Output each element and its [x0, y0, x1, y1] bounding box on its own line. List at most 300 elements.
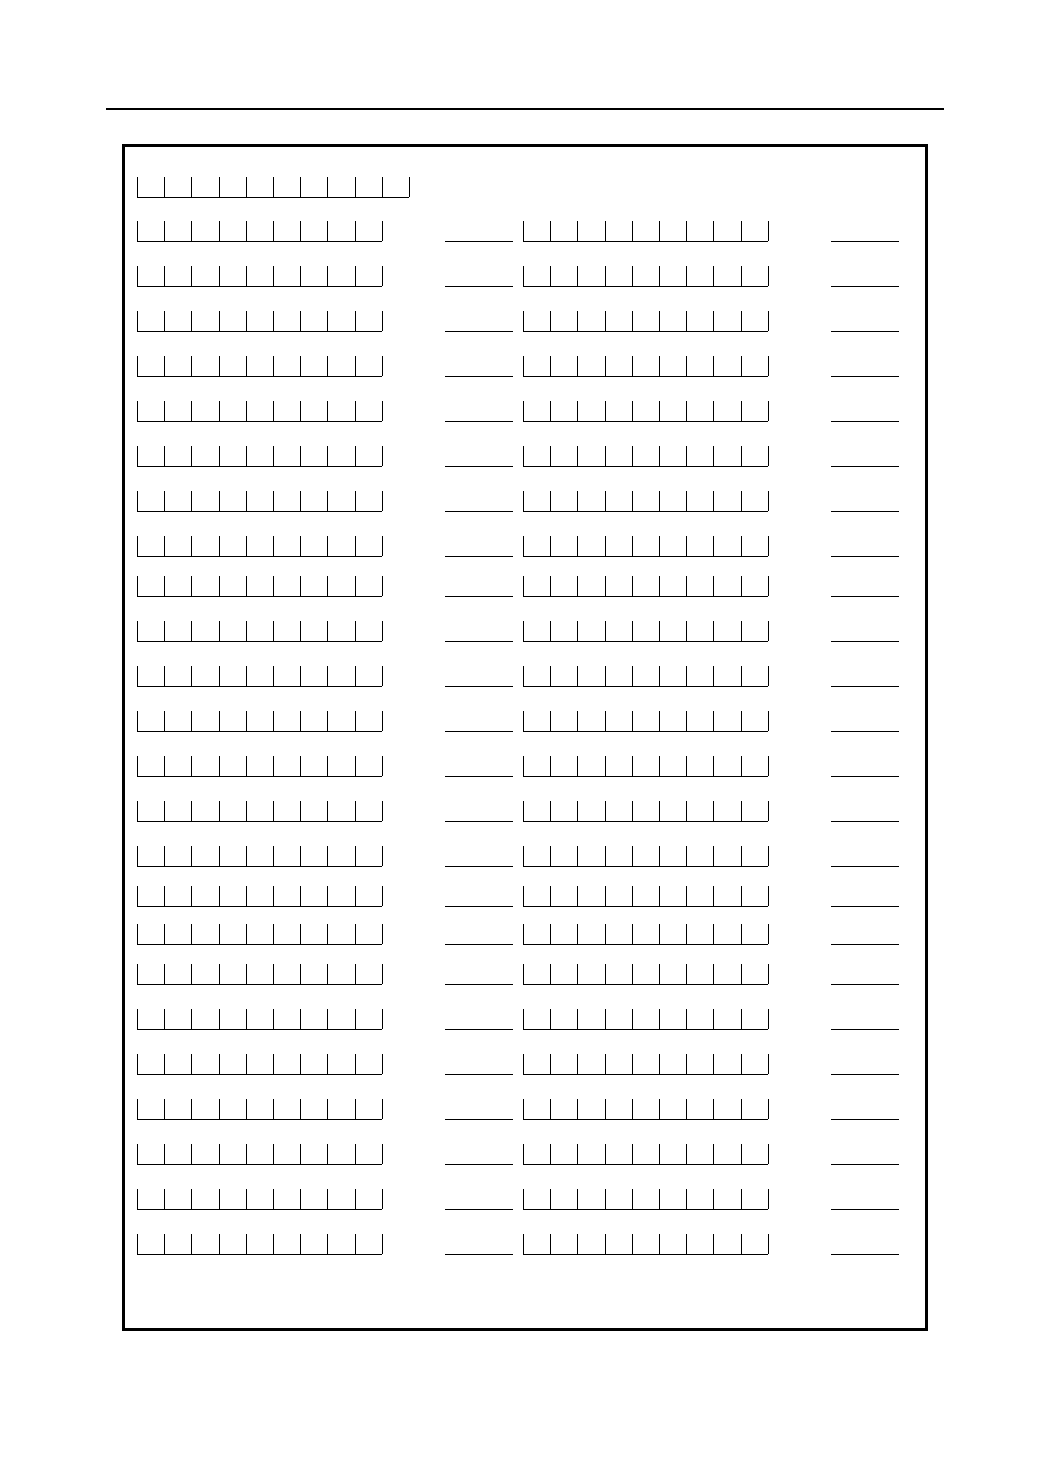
- entry-comb-field[interactable]: [137, 712, 382, 732]
- entry-comb-field[interactable]: [137, 887, 382, 907]
- comb-tick: [327, 711, 328, 731]
- comb-tick: [550, 964, 551, 984]
- comb-tick: [686, 1099, 687, 1119]
- entry-blank-line[interactable]: [445, 944, 513, 945]
- comb-tick: [327, 1009, 328, 1029]
- comb-tick: [713, 666, 714, 686]
- comb-tick: [219, 266, 220, 286]
- comb-tick: [137, 924, 138, 944]
- comb-tick: [605, 886, 606, 906]
- comb-tick: [246, 446, 247, 466]
- comb-tick: [191, 266, 192, 286]
- comb-tick: [523, 1009, 524, 1029]
- entry-blank-line[interactable]: [445, 376, 513, 377]
- entry-comb-field[interactable]: [137, 802, 382, 822]
- entry-blank-line[interactable]: [831, 511, 899, 512]
- entry-comb-field[interactable]: [137, 1010, 382, 1030]
- comb-tick: [219, 1234, 220, 1254]
- entry-blank-line[interactable]: [445, 1029, 513, 1030]
- entry-blank-line[interactable]: [831, 1254, 899, 1255]
- entry-blank-line[interactable]: [831, 1164, 899, 1165]
- entry-comb-field[interactable]: [523, 1010, 768, 1030]
- entry-blank-line[interactable]: [831, 944, 899, 945]
- comb-tick: [768, 621, 769, 641]
- comb-tick: [246, 576, 247, 596]
- comb-tick: [246, 886, 247, 906]
- entry-comb-field[interactable]: [523, 577, 768, 597]
- comb-tick: [382, 1054, 383, 1074]
- comb-tick: [164, 846, 165, 866]
- entry-blank-line[interactable]: [445, 286, 513, 287]
- comb-tick: [327, 266, 328, 286]
- comb-tick: [768, 221, 769, 241]
- entry-blank-line[interactable]: [445, 1254, 513, 1255]
- comb-tick: [686, 1054, 687, 1074]
- comb-tick: [219, 886, 220, 906]
- comb-tick: [550, 711, 551, 731]
- comb-tick: [219, 177, 220, 197]
- comb-tick: [164, 924, 165, 944]
- comb-tick: [605, 924, 606, 944]
- entry-comb-field[interactable]: [523, 357, 768, 377]
- header-comb-field[interactable]: [137, 178, 409, 198]
- comb-tick: [686, 1009, 687, 1029]
- entry-comb-field[interactable]: [523, 1235, 768, 1255]
- entry-blank-line[interactable]: [831, 641, 899, 642]
- comb-tick: [219, 491, 220, 511]
- comb-tick: [246, 801, 247, 821]
- comb-tick: [632, 536, 633, 556]
- comb-tick: [605, 576, 606, 596]
- entry-blank-line[interactable]: [831, 1074, 899, 1075]
- comb-tick: [273, 886, 274, 906]
- entry-comb-field[interactable]: [137, 667, 382, 687]
- comb-tick: [741, 1009, 742, 1029]
- comb-tick: [219, 1099, 220, 1119]
- entry-comb-field[interactable]: [137, 357, 382, 377]
- comb-tick: [741, 576, 742, 596]
- comb-tick: [300, 491, 301, 511]
- comb-tick: [577, 446, 578, 466]
- entry-blank-line[interactable]: [445, 421, 513, 422]
- comb-tick: [191, 1009, 192, 1029]
- comb-tick: [768, 1189, 769, 1209]
- comb-tick: [577, 1099, 578, 1119]
- comb-tick: [605, 846, 606, 866]
- entry-comb-field[interactable]: [523, 887, 768, 907]
- comb-tick: [273, 536, 274, 556]
- entry-blank-line[interactable]: [831, 556, 899, 557]
- entry-blank-line[interactable]: [445, 511, 513, 512]
- comb-tick: [741, 801, 742, 821]
- entry-comb-field[interactable]: [523, 402, 768, 422]
- comb-tick: [355, 756, 356, 776]
- comb-tick: [300, 964, 301, 984]
- entry-blank-line[interactable]: [831, 241, 899, 242]
- comb-tick: [577, 576, 578, 596]
- comb-tick: [219, 401, 220, 421]
- comb-tick: [327, 621, 328, 641]
- comb-tick: [355, 711, 356, 731]
- comb-tick: [355, 266, 356, 286]
- comb-tick: [577, 801, 578, 821]
- comb-tick: [164, 1189, 165, 1209]
- comb-tick: [273, 266, 274, 286]
- comb-tick: [382, 886, 383, 906]
- entry-blank-line[interactable]: [831, 1209, 899, 1210]
- comb-tick: [219, 711, 220, 731]
- entry-blank-line[interactable]: [831, 1029, 899, 1030]
- comb-tick: [382, 621, 383, 641]
- comb-tick: [273, 576, 274, 596]
- comb-tick: [273, 356, 274, 376]
- entry-comb-field[interactable]: [523, 965, 768, 985]
- comb-tick: [741, 886, 742, 906]
- entry-blank-line[interactable]: [831, 731, 899, 732]
- entry-blank-line[interactable]: [445, 1209, 513, 1210]
- comb-tick: [191, 886, 192, 906]
- comb-tick: [382, 924, 383, 944]
- comb-tick: [327, 177, 328, 197]
- entry-blank-line[interactable]: [445, 596, 513, 597]
- entry-blank-line[interactable]: [831, 821, 899, 822]
- comb-tick: [191, 491, 192, 511]
- comb-tick: [686, 964, 687, 984]
- comb-tick: [523, 491, 524, 511]
- entry-blank-line[interactable]: [445, 241, 513, 242]
- comb-tick: [523, 886, 524, 906]
- entry-comb-field[interactable]: [137, 757, 382, 777]
- entry-comb-field[interactable]: [523, 222, 768, 242]
- comb-tick: [577, 621, 578, 641]
- entry-blank-line[interactable]: [831, 421, 899, 422]
- comb-tick: [191, 446, 192, 466]
- comb-tick: [382, 1009, 383, 1029]
- entry-comb-field[interactable]: [523, 802, 768, 822]
- entry-comb-field[interactable]: [523, 447, 768, 467]
- comb-tick: [523, 536, 524, 556]
- comb-tick: [713, 1009, 714, 1029]
- comb-tick: [382, 1099, 383, 1119]
- entry-comb-field[interactable]: [523, 925, 768, 945]
- comb-tick: [137, 401, 138, 421]
- comb-tick: [577, 401, 578, 421]
- comb-tick: [768, 1144, 769, 1164]
- entry-blank-line[interactable]: [445, 466, 513, 467]
- comb-tick: [741, 1189, 742, 1209]
- comb-tick: [632, 356, 633, 376]
- comb-tick: [686, 311, 687, 331]
- entry-comb-field[interactable]: [523, 492, 768, 512]
- comb-tick: [327, 756, 328, 776]
- comb-tick: [246, 356, 247, 376]
- entry-blank-line[interactable]: [831, 286, 899, 287]
- comb-tick: [523, 756, 524, 776]
- entry-comb-field[interactable]: [137, 312, 382, 332]
- entry-blank-line[interactable]: [445, 1119, 513, 1120]
- comb-tick: [605, 801, 606, 821]
- comb-tick: [164, 491, 165, 511]
- comb-tick: [605, 1144, 606, 1164]
- comb-tick: [191, 1099, 192, 1119]
- comb-tick: [659, 711, 660, 731]
- entry-comb-field[interactable]: [523, 847, 768, 867]
- comb-tick: [768, 1234, 769, 1254]
- comb-tick: [713, 356, 714, 376]
- comb-tick: [713, 1144, 714, 1164]
- comb-tick: [550, 1099, 551, 1119]
- comb-tick: [686, 401, 687, 421]
- comb-tick: [686, 536, 687, 556]
- comb-tick: [382, 491, 383, 511]
- comb-tick: [355, 964, 356, 984]
- comb-tick: [300, 311, 301, 331]
- comb-tick: [273, 1009, 274, 1029]
- comb-tick: [137, 756, 138, 776]
- comb-tick: [355, 801, 356, 821]
- comb-tick: [355, 1099, 356, 1119]
- comb-tick: [327, 666, 328, 686]
- comb-tick: [300, 177, 301, 197]
- comb-tick: [137, 1099, 138, 1119]
- comb-tick: [605, 446, 606, 466]
- entry-comb-field[interactable]: [523, 667, 768, 687]
- entry-blank-line[interactable]: [831, 984, 899, 985]
- entry-comb-field[interactable]: [137, 447, 382, 467]
- entry-blank-line[interactable]: [831, 466, 899, 467]
- entry-blank-line[interactable]: [831, 376, 899, 377]
- comb-tick: [137, 311, 138, 331]
- comb-tick: [605, 491, 606, 511]
- comb-tick: [191, 1144, 192, 1164]
- comb-tick: [741, 491, 742, 511]
- comb-tick: [137, 1009, 138, 1029]
- comb-tick: [577, 356, 578, 376]
- comb-tick: [741, 964, 742, 984]
- comb-tick: [768, 666, 769, 686]
- entry-comb-field[interactable]: [137, 402, 382, 422]
- comb-tick: [768, 924, 769, 944]
- comb-tick: [355, 356, 356, 376]
- comb-tick: [355, 666, 356, 686]
- entry-blank-line[interactable]: [445, 556, 513, 557]
- entry-comb-field[interactable]: [523, 1190, 768, 1210]
- comb-tick: [382, 1234, 383, 1254]
- entry-blank-line[interactable]: [445, 1074, 513, 1075]
- entry-blank-line[interactable]: [831, 866, 899, 867]
- comb-tick: [768, 266, 769, 286]
- comb-tick: [273, 924, 274, 944]
- comb-tick: [219, 536, 220, 556]
- entry-blank-line[interactable]: [445, 776, 513, 777]
- comb-tick: [355, 221, 356, 241]
- entry-blank-line[interactable]: [445, 984, 513, 985]
- entry-comb-field[interactable]: [137, 1055, 382, 1075]
- comb-tick: [327, 1144, 328, 1164]
- entry-comb-field[interactable]: [137, 492, 382, 512]
- comb-tick: [219, 576, 220, 596]
- entry-blank-line[interactable]: [445, 821, 513, 822]
- comb-tick: [246, 491, 247, 511]
- entry-comb-field[interactable]: [137, 1100, 382, 1120]
- comb-tick: [164, 356, 165, 376]
- comb-tick: [219, 801, 220, 821]
- comb-tick: [768, 446, 769, 466]
- comb-tick: [686, 446, 687, 466]
- entry-blank-line[interactable]: [445, 331, 513, 332]
- comb-tick: [382, 846, 383, 866]
- comb-tick: [164, 801, 165, 821]
- comb-tick: [137, 576, 138, 596]
- comb-tick: [327, 446, 328, 466]
- comb-tick: [550, 846, 551, 866]
- comb-tick: [191, 964, 192, 984]
- entry-comb-field[interactable]: [523, 537, 768, 557]
- entry-comb-field[interactable]: [523, 622, 768, 642]
- entry-comb-field[interactable]: [523, 757, 768, 777]
- comb-tick: [246, 711, 247, 731]
- comb-tick: [327, 576, 328, 596]
- entry-blank-line[interactable]: [445, 731, 513, 732]
- comb-tick: [137, 964, 138, 984]
- comb-tick: [550, 491, 551, 511]
- comb-tick: [219, 1189, 220, 1209]
- comb-tick: [327, 356, 328, 376]
- comb-tick: [632, 924, 633, 944]
- comb-tick: [273, 446, 274, 466]
- comb-tick: [355, 621, 356, 641]
- comb-tick: [137, 356, 138, 376]
- comb-tick: [605, 401, 606, 421]
- comb-tick: [246, 666, 247, 686]
- entry-comb-field[interactable]: [523, 1055, 768, 1075]
- entry-comb-field[interactable]: [523, 267, 768, 287]
- entry-comb-field[interactable]: [137, 1145, 382, 1165]
- entry-blank-line[interactable]: [831, 906, 899, 907]
- comb-tick: [605, 221, 606, 241]
- comb-tick: [273, 756, 274, 776]
- comb-tick: [577, 1189, 578, 1209]
- entry-comb-field[interactable]: [137, 622, 382, 642]
- comb-tick: [741, 1099, 742, 1119]
- entry-comb-field[interactable]: [137, 965, 382, 985]
- comb-tick: [382, 711, 383, 731]
- comb-tick: [659, 1009, 660, 1029]
- entry-blank-line[interactable]: [831, 776, 899, 777]
- comb-tick: [327, 886, 328, 906]
- comb-tick: [713, 1234, 714, 1254]
- comb-tick: [686, 491, 687, 511]
- comb-tick: [713, 1189, 714, 1209]
- comb-tick: [577, 1009, 578, 1029]
- entry-comb-field[interactable]: [523, 1100, 768, 1120]
- entry-blank-line[interactable]: [445, 686, 513, 687]
- comb-tick: [713, 311, 714, 331]
- comb-tick: [164, 1099, 165, 1119]
- comb-tick: [550, 266, 551, 286]
- comb-tick: [191, 1234, 192, 1254]
- comb-tick: [632, 1054, 633, 1074]
- comb-tick: [137, 536, 138, 556]
- comb-tick: [550, 1009, 551, 1029]
- comb-tick: [300, 711, 301, 731]
- entry-blank-line[interactable]: [445, 641, 513, 642]
- comb-tick: [550, 621, 551, 641]
- entry-blank-line[interactable]: [445, 906, 513, 907]
- entry-comb-field[interactable]: [137, 577, 382, 597]
- comb-tick: [659, 491, 660, 511]
- comb-tick: [659, 756, 660, 776]
- comb-tick: [382, 311, 383, 331]
- comb-tick: [219, 666, 220, 686]
- comb-tick: [605, 621, 606, 641]
- entry-blank-line[interactable]: [445, 1164, 513, 1165]
- comb-tick: [577, 666, 578, 686]
- comb-tick: [550, 311, 551, 331]
- comb-tick: [686, 666, 687, 686]
- comb-tick: [523, 401, 524, 421]
- comb-tick: [713, 886, 714, 906]
- comb-tick: [686, 756, 687, 776]
- comb-tick: [768, 711, 769, 731]
- entry-comb-field[interactable]: [137, 847, 382, 867]
- entry-comb-field[interactable]: [137, 925, 382, 945]
- comb-tick: [219, 1054, 220, 1074]
- entry-blank-line[interactable]: [445, 866, 513, 867]
- comb-tick: [273, 311, 274, 331]
- comb-tick: [246, 221, 247, 241]
- entry-comb-field[interactable]: [523, 312, 768, 332]
- comb-tick: [191, 177, 192, 197]
- comb-tick: [191, 711, 192, 731]
- comb-tick: [686, 1234, 687, 1254]
- entry-comb-field[interactable]: [523, 1145, 768, 1165]
- entry-comb-field[interactable]: [137, 222, 382, 242]
- comb-tick: [577, 1054, 578, 1074]
- comb-tick: [659, 356, 660, 376]
- entry-comb-field[interactable]: [137, 537, 382, 557]
- comb-tick: [300, 576, 301, 596]
- entry-comb-field[interactable]: [523, 712, 768, 732]
- comb-tick: [327, 221, 328, 241]
- comb-tick: [382, 756, 383, 776]
- comb-tick: [382, 1144, 383, 1164]
- comb-tick: [164, 666, 165, 686]
- comb-tick: [659, 924, 660, 944]
- entry-comb-field[interactable]: [137, 1190, 382, 1210]
- comb-tick: [327, 801, 328, 821]
- comb-tick: [327, 964, 328, 984]
- entry-blank-line[interactable]: [831, 686, 899, 687]
- entry-comb-field[interactable]: [137, 1235, 382, 1255]
- comb-tick: [246, 266, 247, 286]
- comb-tick: [137, 711, 138, 731]
- comb-tick: [382, 666, 383, 686]
- comb-tick: [523, 311, 524, 331]
- comb-tick: [300, 924, 301, 944]
- entry-blank-line[interactable]: [831, 596, 899, 597]
- comb-tick: [741, 1144, 742, 1164]
- comb-tick: [686, 221, 687, 241]
- comb-tick: [273, 1234, 274, 1254]
- comb-tick: [191, 756, 192, 776]
- entry-comb-field[interactable]: [137, 267, 382, 287]
- entry-blank-line[interactable]: [831, 331, 899, 332]
- comb-tick: [768, 576, 769, 596]
- entry-blank-line[interactable]: [831, 1119, 899, 1120]
- comb-tick: [137, 801, 138, 821]
- comb-tick: [273, 1144, 274, 1164]
